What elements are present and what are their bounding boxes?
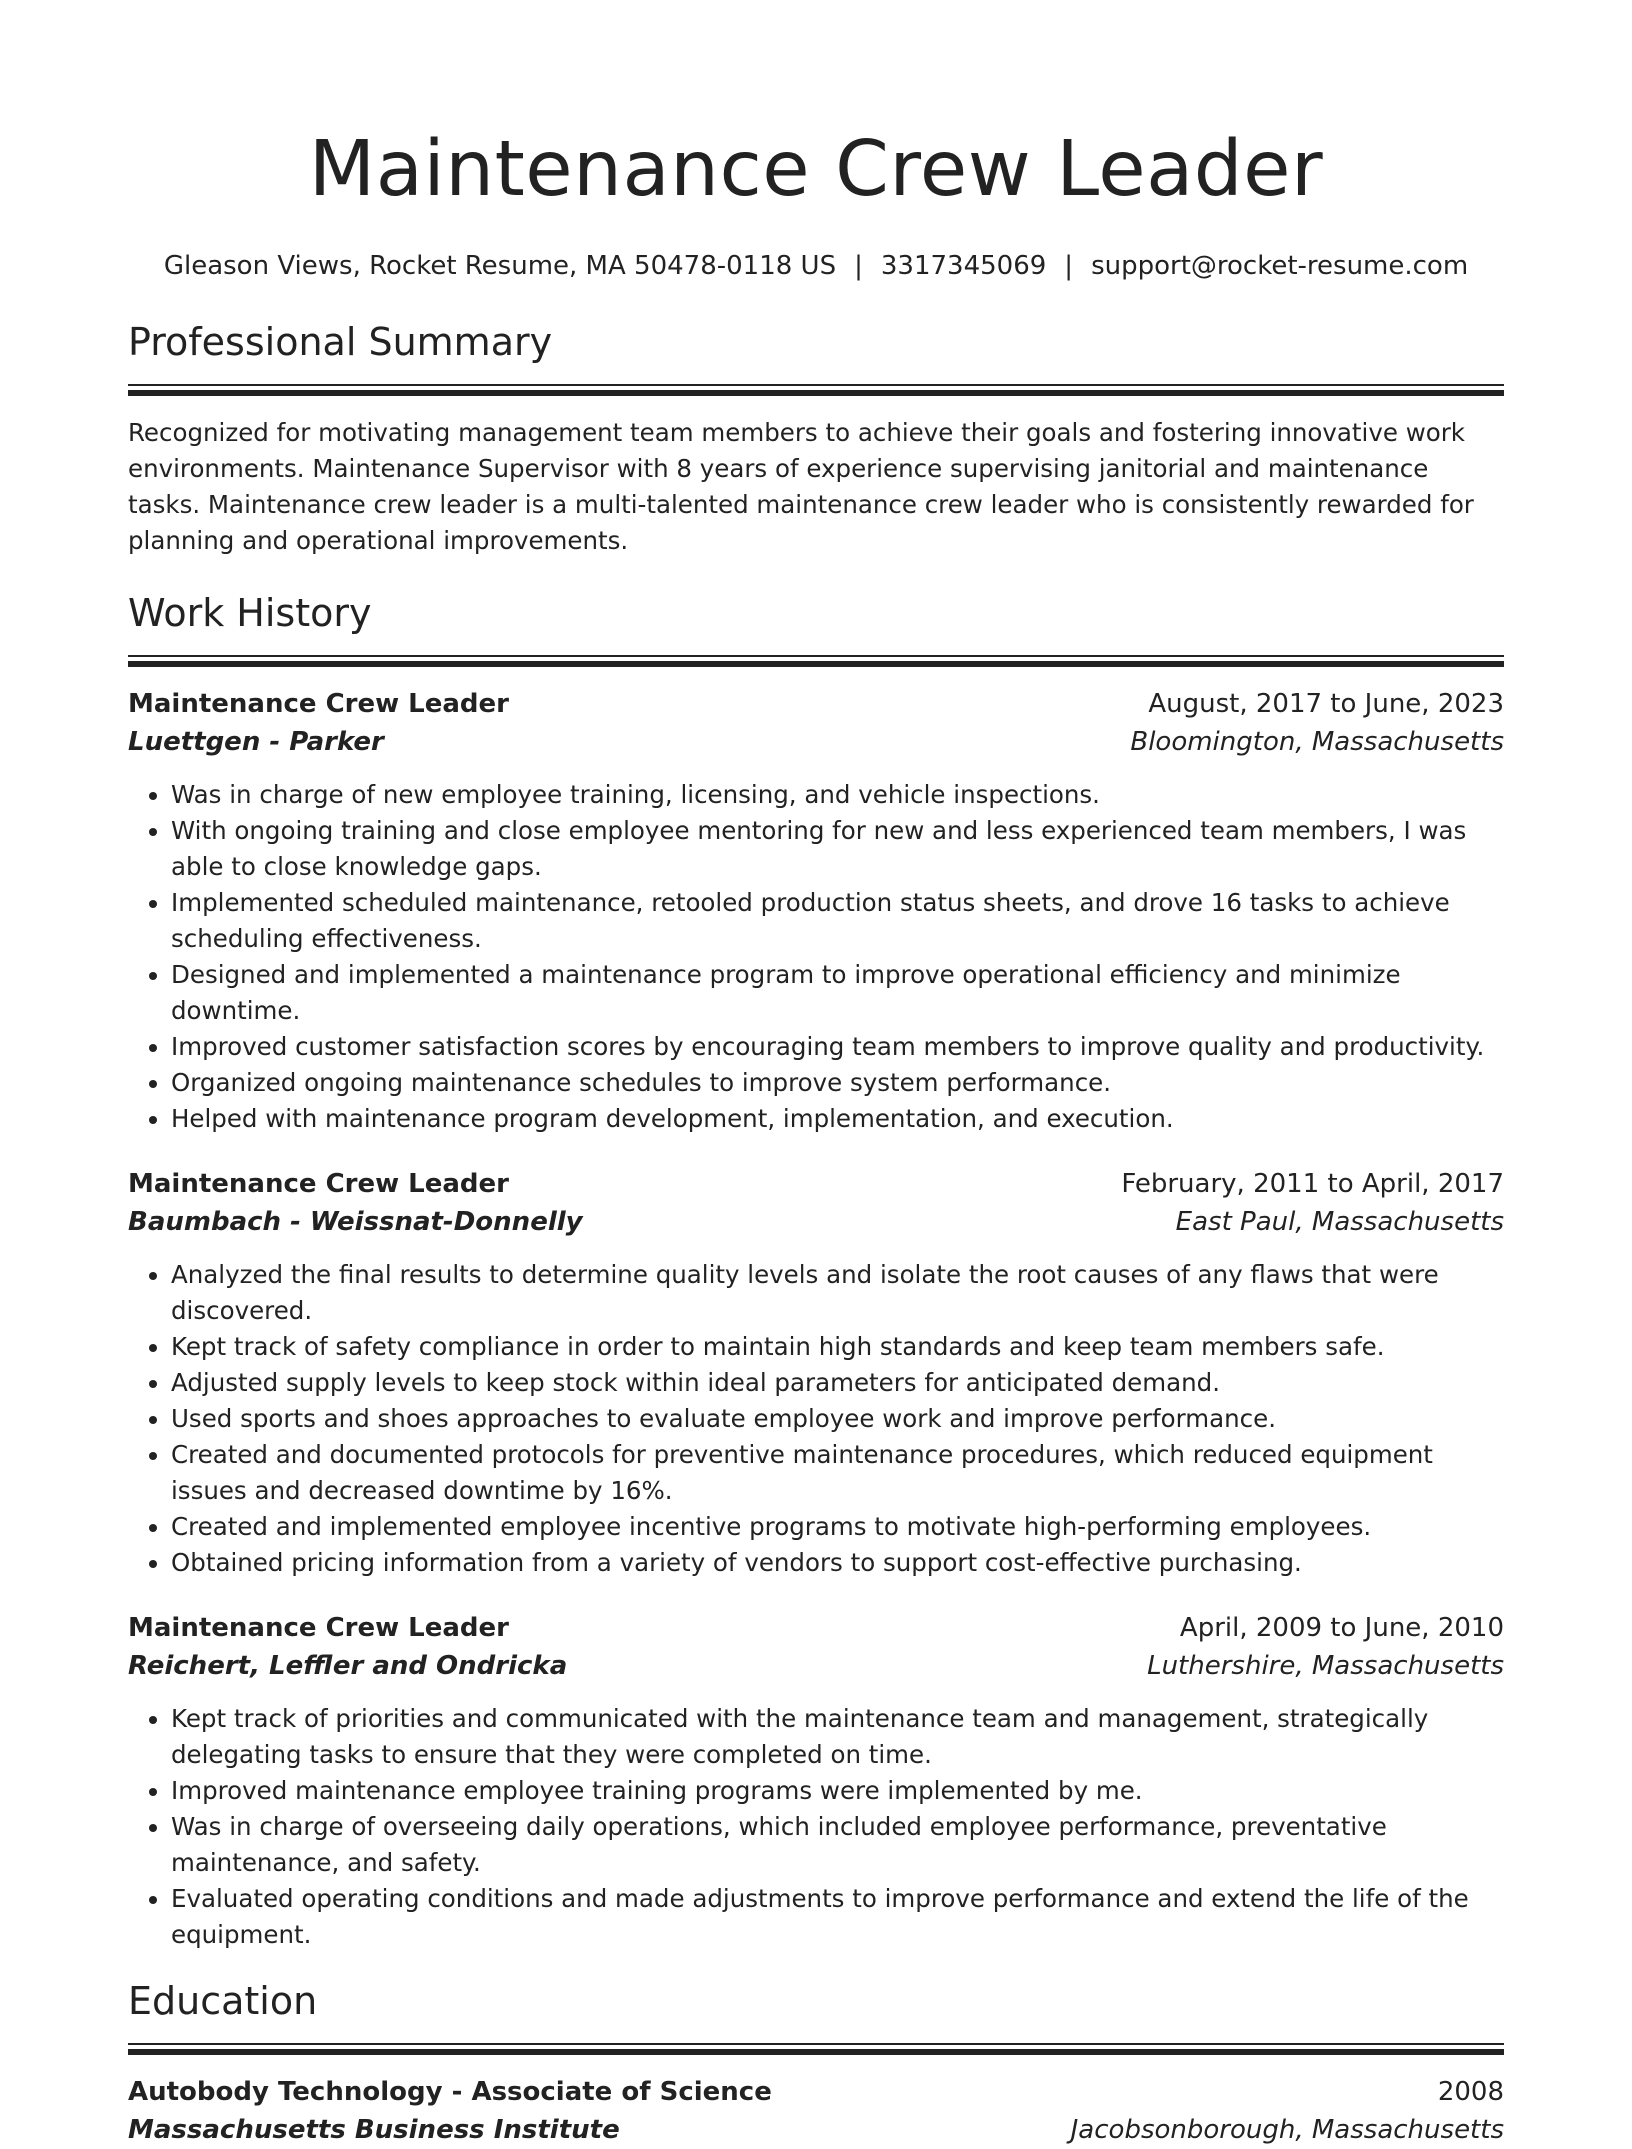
job-header xyxy=(128,685,1504,723)
job-company: Luettgen - Parker xyxy=(128,727,384,757)
work-history-heading: Work History xyxy=(128,591,372,635)
job-entry xyxy=(128,1609,1504,1953)
job-subheader xyxy=(128,723,1504,761)
job-subheader xyxy=(128,1203,1504,1241)
summary-section xyxy=(128,316,1504,559)
summary-heading: Professional Summary xyxy=(128,320,553,364)
job-location: Luthershire, Massachusetts xyxy=(1147,1651,1504,1681)
resume-title: Maintenance Crew Leader xyxy=(308,125,1324,214)
job-bullet: • Improved maintenance employee training programs were implemented by me. xyxy=(171,1773,1504,1809)
education-heading: Education xyxy=(128,1979,318,2023)
contact-separator: | xyxy=(854,251,863,281)
contact-phone: 3317345069 xyxy=(880,251,1047,281)
education-header xyxy=(128,2073,1504,2111)
job-bullet: • Created and documented protocols for preventive maintenance procedures, which reduced equipment issues and decreased downtime by 16%. xyxy=(171,1437,1504,1509)
job-header xyxy=(128,1609,1504,1647)
contact-separator: | xyxy=(1064,251,1074,281)
job-company: Reichert, Leffler and Ondricka xyxy=(128,1651,568,1681)
job-bullet: • Improved customer satisfaction scores by encouraging team members to improve quality and productivity. xyxy=(171,1029,1504,1065)
education-entry xyxy=(128,2073,1504,2149)
job-dates: April, 2009 to June, 2010 xyxy=(1179,1613,1504,1643)
job-bullet: • Used sports and shoes approaches to evaluate employee work and improve performance. xyxy=(171,1401,1504,1437)
job-bullet: • Organized ongoing maintenance schedules to improve system performance. xyxy=(171,1065,1504,1101)
job-location: Bloomington, Massachusetts xyxy=(1130,727,1504,757)
contact-line xyxy=(128,248,1504,284)
contact-email: support@rocket-resume.com xyxy=(1091,251,1469,281)
job-entry xyxy=(128,685,1504,1137)
job-location: East Paul, Massachusetts xyxy=(1175,1207,1504,1237)
section-divider xyxy=(128,384,1504,396)
job-bullets xyxy=(128,1257,1504,1581)
job-bullet: • Implemented scheduled maintenance, retooled production status sheets, and drove 16 tasks to achieve scheduling effectiveness. xyxy=(171,885,1504,957)
education-section xyxy=(128,1975,1504,2149)
job-bullet: • Obtained pricing information from a variety of vendors to support cost-effective purchasing. xyxy=(171,1545,1504,1581)
contact-address: Gleason Views, Rocket Resume, MA 50478-0118 US xyxy=(163,251,837,281)
education-subheader xyxy=(128,2111,1504,2149)
job-dates: February, 2011 to April, 2017 xyxy=(1121,1169,1504,1199)
job-bullet: • Evaluated operating conditions and made adjustments to improve performance and extend the life of the equipment. xyxy=(171,1881,1504,1953)
job-bullet: • Designed and implemented a maintenance program to improve operational efficiency and minimize downtime. xyxy=(171,957,1504,1029)
job-dates: August, 2017 to June, 2023 xyxy=(1148,689,1504,719)
job-header xyxy=(128,1165,1504,1203)
job-company: Baumbach - Weissnat-Donnelly xyxy=(128,1207,583,1237)
education-degree: Autobody Technology - Associate of Science xyxy=(128,2077,772,2107)
job-bullets xyxy=(128,777,1504,1137)
job-title: Maintenance Crew Leader xyxy=(128,689,509,719)
job-bullet: • With ongoing training and close employee mentoring for new and less experienced team members, I was able to close knowledge gaps. xyxy=(171,813,1504,885)
job-entry xyxy=(128,1165,1504,1581)
education-location: Jacobsonborough, Massachusetts xyxy=(1070,2115,1504,2145)
job-bullet: • Created and implemented employee incentive programs to motivate high-performing employees. xyxy=(171,1509,1504,1545)
section-divider xyxy=(128,2043,1504,2055)
job-title: Maintenance Crew Leader xyxy=(128,1169,509,1199)
section-divider xyxy=(128,655,1504,667)
summary-text: Recognized for motivating management team members to achieve their goals and fostering innovative work environments. Maintenance Supervisor with 8 years of experience supervising janitorial and maintenance tasks. Maintenance crew leader is a multi-talented maintenance crew leader who is consistently rewarded for planning and operational improvements. xyxy=(128,418,1474,555)
job-bullet: • Helped with maintenance program development, implementation, and execution. xyxy=(171,1101,1504,1137)
education-school: Massachusetts Business Institute xyxy=(128,2115,620,2145)
job-bullet: • Was in charge of new employee training, licensing, and vehicle inspections. xyxy=(171,777,1504,813)
job-bullet: • Adjusted supply levels to keep stock within ideal parameters for anticipated demand. xyxy=(171,1365,1504,1401)
job-bullet: • Analyzed the final results to determine quality levels and isolate the root causes of any flaws that were discovered. xyxy=(171,1257,1504,1329)
job-title: Maintenance Crew Leader xyxy=(128,1613,509,1643)
job-bullet: • Was in charge of overseeing daily operations, which included employee performance, preventative maintenance, and safety. xyxy=(171,1809,1504,1881)
job-subheader xyxy=(128,1647,1504,1685)
education-year: 2008 xyxy=(1437,2077,1504,2107)
job-bullet: • Kept track of safety compliance in order to maintain high standards and keep team members safe. xyxy=(171,1329,1504,1365)
job-bullets xyxy=(128,1701,1504,1953)
job-bullet: • Kept track of priorities and communicated with the maintenance team and management, strategically delegating tasks to ensure that they were completed on time. xyxy=(171,1701,1504,1773)
work-history-section xyxy=(128,587,1504,1953)
